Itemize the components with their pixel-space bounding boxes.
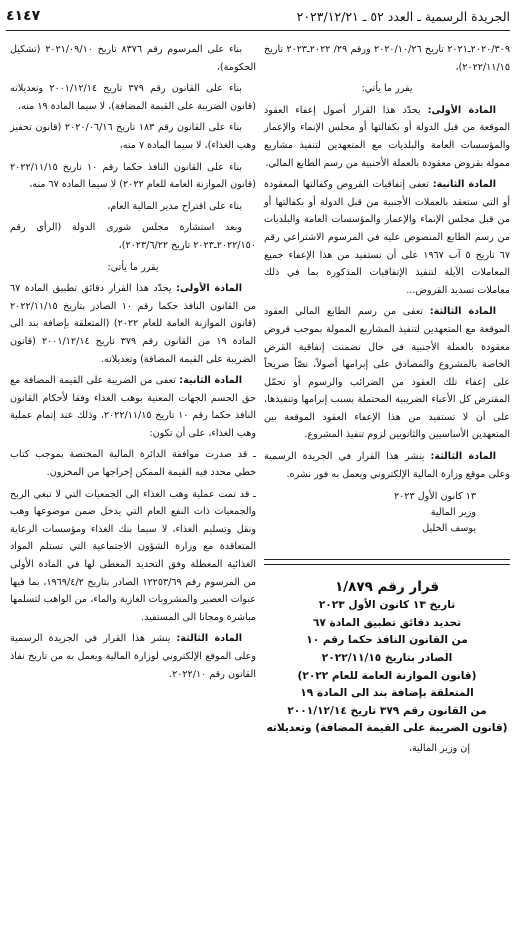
page-header xyxy=(6,2,510,31)
gazette-page xyxy=(0,2,516,936)
article-label: المادة الثالثة: xyxy=(429,306,496,318)
continued-paragraph: ٢٠٢٠/٣٠٩ـ٢٠٢١ تاريخ ٢٠٢٠/١٠/٢٦ ورقم ٢٩/ ٢٠٢٢ـ٢٠٢٣ تاريخ ٢٠٢٢/١١/١٥)، xyxy=(264,44,510,73)
recital: بناء على المرسوم رقم ٨٣٧٦ تاريخ ٢٠٢١/٠٩/١٠ (تشكيل الحكومة)، xyxy=(10,44,256,73)
recital: بناء على القانون النافذ حكما رقم ١٠ تاريخ ٢٠٢٢/١١/١٥ (قانون الموازنة العامة للعام ٢٠٢٢) لا سيما المادة ٦٧ منه، xyxy=(10,161,256,191)
decree-subtitle-line: المتعلقة بإضافة بند الى المادة ١٩ xyxy=(300,687,474,700)
decree-subtitle-line: من القانون رقم ٣٧٩ تاريخ ٢٠٠١/١٢/١٤ xyxy=(287,704,487,717)
article-2 xyxy=(264,176,510,299)
recital: بناء على اقتراح مدير المالية العام، xyxy=(107,200,242,212)
signature-block xyxy=(264,489,476,537)
article-text: تعفى من الضريبة على القيمة المضافة مع حق الحسم الجهات المعنية بوهب الغذاء وفقا لأحكام القانون النافذ حكما رقم ١٠ تاريخ ٢٠٢٢/١١/١٥، وذلك عند إتمام عملية وهب الغذاء، على أن تكون: xyxy=(10,375,256,439)
signature-date: ١٣ كانون الأول ٢٠٢٣ xyxy=(394,491,476,503)
gazette-title: الجريدة الرسمية ـ العدد ٥٢ ـ ٢٠٢٣/١٢/٢١ xyxy=(296,8,510,24)
decree-subtitle-line: الصادر بتاريخ ٢٠٢٢/١١/١٥ xyxy=(321,652,453,665)
article-label: المادة الأولى: xyxy=(427,104,496,116)
right-column xyxy=(264,41,510,758)
article-3 xyxy=(264,303,510,444)
decree-subtitle-line: تحديد دقائق تطبيق المادة ٦٧ xyxy=(312,616,462,629)
article-1 xyxy=(264,102,510,172)
decree-subtitle-line: من القانون النافذ حكما رقم ١٠ xyxy=(306,634,468,647)
article-text: يحدّد هذا القرار أصول إعفاء العقود الموقعة من قبل الدولة أو بكفالتها أو مجلس الإنماء والإعمار والمؤسسات العامة والبلديات مع المتعهدين لتنفيذ مشاريع ممولة بقروض معقودة بالعملة الأجنبية من رسم الطابع المالي. xyxy=(264,104,510,169)
recital: بناء على القانون رقم ١٨٣ تاريخ ٢٠٢٠/٠٦/١٦ (قانون تحفيز وهب الغذاء)، لا سيما المادة ٧ منه، xyxy=(10,122,256,151)
article-label: المادة الثانية: xyxy=(432,179,497,191)
decree-subtitle-line: تاريخ ١٣ كانون الأول ٢٠٢٣ xyxy=(318,599,456,612)
article-text: تعفى إتفاقيات القروض وكفالتها المعقودة أو التي ستعقد بالعملات الأجنبية من قبل الدولة أو بكفالتها أو من قبل مجلس الإنماء والإعمار والمؤسسات العامة والبلديات من رسم الطابع المنصوص عليه في المرسوم الاشتراعي رقم ٦٧ تاريخ ٥ آب ١٩٦٧ على أن تستفيد من هذا الإعفاء جميع المعاملات الآيلة لتنفيذ الإتفاقيات المذكورة بما في ذلك معاملات تسديد القروض... xyxy=(264,179,510,296)
article-label: المادة الثانية: xyxy=(179,375,243,387)
section-divider xyxy=(264,559,510,565)
decree-title: قرار رقم ١/٨٧٩ xyxy=(334,579,440,596)
decree-issuer: إن وزير المالية، xyxy=(408,743,470,754)
article-label: المادة الثالثة: xyxy=(430,451,497,463)
article-label: المادة الأولى: xyxy=(176,283,242,295)
article-text: ينشر هذا القرار في الجريدة الرسمية وعلى موقع وزارة المالية الإلكتروني ويعمل به فور نشره. xyxy=(264,451,510,480)
recital: بناء على القانون رقم ٣٧٩ تاريخ ٢٠٠١/١٢/١٤ وتعديلاته (قانون الضريبة على القيمة المضافة)، لا سيما المادة ١٩ منه، xyxy=(10,83,256,112)
left-column xyxy=(10,41,256,758)
decree-subtitle-line: (قانون الضريبة على القيمة المضافة) وتعديلاته xyxy=(266,722,508,735)
article-2 xyxy=(10,372,256,442)
article-text: يحدّد هذا القرار دقائق تطبيق المادة ٦٧ من القانون النافذ حكما رقم ١٠ الصادر بتاريخ ٢٠٢٢/١١/١٥ (قانون الموازنة العامة للعام ٢٠٢٢) (المتعلقة بإضافة بند الى المادة ١٩ من القانون رقم ٣٧٩ تاريخ ٢٠٠١/١٢/١٤ (قانون الضريبة على القيمة المضافة) وتعديلاته. xyxy=(10,283,257,365)
decides-heading: يقرر ما يأتي: xyxy=(361,83,413,95)
article-label: المادة الثالثة: xyxy=(176,633,243,645)
article-text: ينشر هذا القرار في الجريدة الرسمية وعلى الموقع الإلكتروني لوزارة المالية ويعمل به من تاريخ نفاذ القانون رقم ٢٠٢٢/١٠. xyxy=(10,633,256,680)
decree-subtitle-line: (قانون الموازنة العامة للعام ٢٠٢٢) xyxy=(297,669,477,682)
decides-heading: يقرر ما يأتي: xyxy=(107,261,159,273)
page-number: ٤١٤٧ xyxy=(6,8,41,24)
signature-title: وزير المالية xyxy=(430,507,476,519)
text-columns xyxy=(6,41,510,758)
recital: وبعد استشارة مجلس شورى الدولة (الرأي رقم ٢٠٢٢/١٥٠ـ٢٠٢٣ تاريخ ٢٠٢٣/٦/٢٢)، xyxy=(10,222,256,251)
article-3 xyxy=(10,630,256,683)
article-1 xyxy=(10,280,256,368)
condition-item: ـ قد صدرت موافقة الدائرة المالية المختصة بموجب كتاب خطي محدد فيه القيمة الممكن إخراجها من المخزون. xyxy=(10,449,256,479)
condition-item: ـ قد تمت عملية وهب الغذاء الى الجمعيات التي لا تبغي الربح والجمعيات ذات النفع العام التي يدخل ضمن موضوعها وهب ونقل وتسليم الغذاء، لا سيما بنك الغذاء ومؤسسات الرعاية المتعاقدة مع وزارة الشؤون الاجتماعية التي تستلم المواد الغذائية المعطلة وفق التحديد المعطى لها في المادة الأولى من المرسوم رقم ١٢٢٥٣/٦٩ الصادر بتاريخ ١٩٦٩/٤/٢، بما فيها عبوات العصير والمشروبات الغازية والماء، من الواهب لتسلمها مباشرة ومجانا الى المستفيد. xyxy=(10,488,257,623)
article-text: تعفى من رسم الطابع المالي العقود الموقعة مع المتعهدين لتنفيذ المشاريع الممولة بموجب قروض معقودة بالعملة الأجنبية في حال تضمنت إتفاقية القرض الخاصة بالمشروع والمصادق على إبرامها أصولاً، نصّاً صريحاً على إعفاء تلك العقود من الضرائب والرسوم أو تحمّل المقترض كل الأعباء الضريبية المحتملة بسبب إبرامها وتنفيذها، على أن لا تستفيد من هذا الإعفاء العقود الموقعة بين المتعهدين الأساسيين والثانويين لزوم تنفيذ المشروع. xyxy=(264,306,510,441)
article-4 xyxy=(264,448,510,483)
signature-name: يوسف الخليل xyxy=(422,523,476,535)
